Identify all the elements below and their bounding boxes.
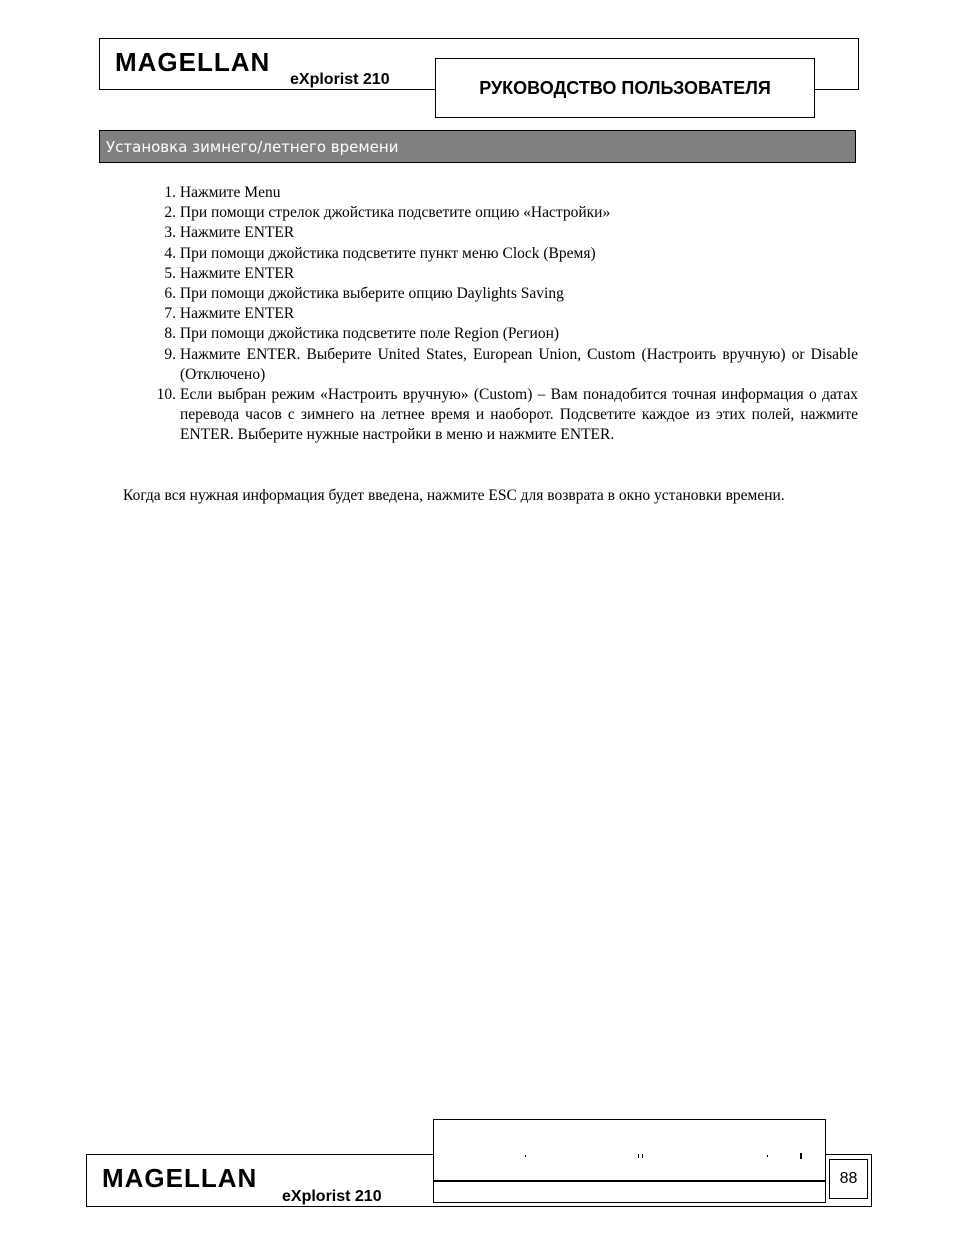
list-item (140, 223, 858, 243)
steps-list (140, 183, 858, 446)
step-number: 7. (164, 305, 176, 323)
footer-decoration-marks (520, 1152, 810, 1160)
document-title (435, 58, 815, 118)
step-text: Нажмите ENTER (179, 224, 295, 242)
list-item (140, 284, 858, 304)
step-number: 1. (164, 184, 176, 201)
list-item (140, 304, 858, 324)
document-title-text: РУКОВОДСТВО ПОЛЬЗОВАТЕЛЯ (479, 77, 771, 98)
step-text: Если выбран режим «Настроить вручную» (Custom) – Вам понадобится точная информация о датах перевода часов с зимнего на летнее время и наоборот. Подсветите каждое из этих полей, нажмите ENTER. Выберите нужные настройки в меню и нажмите ENTER. (180, 386, 858, 444)
page-number-box (829, 1159, 868, 1199)
step-text: При помощи джойстика подсветите пункт меню Clock (Время) (179, 244, 596, 262)
step-number: 8. (164, 325, 176, 343)
step-number: 4. (164, 244, 176, 262)
list-item (140, 385, 858, 446)
step-text: При помощи джойстика подсветите поле Region (Регион) (179, 325, 560, 343)
footer-info-box (433, 1119, 826, 1181)
list-item (140, 324, 858, 344)
step-text: Нажмите ENTER. Выберите United States, European Union, Custom (Настроить вручную) or Disable (Отключено) (180, 345, 858, 383)
step-text: Нажмите Menu (179, 184, 281, 201)
step-text: Нажмите ENTER (179, 264, 295, 282)
step-text: При помощи стрелок джойстика подсветите опцию «Настройки» (179, 204, 611, 222)
list-item (140, 203, 858, 223)
step-number: 5. (164, 264, 176, 282)
page-number: 88 (839, 1170, 858, 1187)
step-number: 2. (164, 204, 176, 222)
step-number: 6. (164, 285, 176, 303)
footer-model-name: eXplorist 210 (282, 1188, 382, 1205)
step-number: 9. (164, 345, 176, 363)
section-heading: Установка зимнего/летнего времени (99, 130, 856, 163)
closing-paragraph: Когда вся нужная информация будет введена, нажмите ESC для возврата в окно установки времени. (123, 487, 785, 504)
step-number: 3. (164, 224, 176, 242)
header-model-name: eXplorist 210 (290, 71, 390, 88)
list-item (140, 183, 858, 203)
step-number: 10. (156, 386, 176, 404)
list-item (140, 345, 858, 385)
step-text: Нажмите ENTER (179, 305, 295, 323)
list-item (140, 264, 858, 284)
step-text: При помощи джойстика выберите опцию Daylights Saving (179, 285, 564, 303)
footer-brand-logo: MAGELLAN (102, 1163, 258, 1193)
list-item (140, 244, 858, 264)
footer-info-strip (433, 1181, 826, 1203)
header-brand-logo: MAGELLAN (115, 47, 271, 77)
